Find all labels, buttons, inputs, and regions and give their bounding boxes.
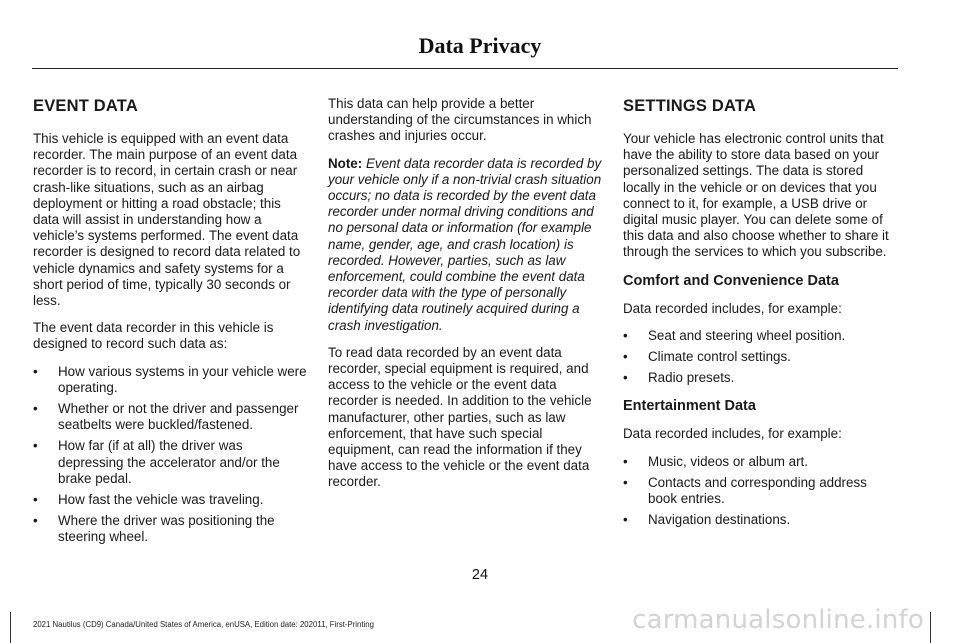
list-item (623, 328, 899, 344)
page-title: Data Privacy (418, 33, 542, 58)
list-item (623, 512, 899, 528)
list-item (33, 438, 309, 487)
column-event-data (33, 96, 309, 557)
sub-heading-comfort: Comfort and Convenience Data (623, 272, 839, 289)
section-heading-settings-data: SETTINGS DATA (623, 97, 757, 115)
paragraph: The event data recorder in this vehicle is designed to record such data as: (33, 320, 274, 352)
edition-footer: 2021 Nautilus (CD9) Canada/United States of America, enUSA, Edition date: 202011, First-Printing (33, 620, 374, 629)
bullet-icon: • (33, 438, 38, 454)
bullet-icon: • (33, 513, 38, 529)
paragraph: This data can help provide a better understanding of the circumstances in which crashes and injuries occur. (328, 96, 592, 144)
paragraph: Data recorded includes, for example: (623, 300, 842, 316)
list-item-text: How fast the vehicle was traveling. (58, 492, 264, 508)
bullet-list (623, 454, 899, 529)
list-item-text: Where the driver was positioning the steering wheel. (58, 513, 275, 545)
list-item (33, 513, 309, 545)
bullet-icon: • (623, 349, 628, 365)
list-item-text: Radio presets. (648, 370, 735, 386)
sub-heading-entertainment: Entertainment Data (623, 398, 756, 415)
page-number: 24 (471, 567, 489, 583)
header-divider (32, 68, 898, 69)
crop-mark-left (10, 612, 11, 643)
list-item-text: Whether or not the driver and passenger seatbelts were buckled/fastened. (58, 401, 299, 433)
note-paragraph (328, 156, 602, 334)
paragraph: Data recorded includes, for example: (623, 426, 842, 442)
note-text: Event data recorder data is recorded by your vehicle only if a non-trivial crash situation occurs; no data is recorded by the event data recorder under normal driving conditions and no personal data or information (for example name, gender, age, and crash location) is recorded. However, parties, such as law enforcement, could combine the event data recorder data with the type of personally identifying data routinely acquired during a crash investigation. (328, 155, 602, 333)
bullet-list (33, 364, 309, 546)
list-item-text: Music, videos or album art. (648, 453, 809, 469)
column-event-data-continued (328, 96, 602, 502)
list-item (33, 492, 309, 508)
section-heading-event-data: EVENT DATA (33, 97, 138, 115)
bullet-icon: • (623, 327, 628, 343)
list-item (623, 370, 899, 386)
bullet-icon: • (623, 512, 628, 528)
column-settings-data (623, 96, 899, 539)
list-item (623, 454, 899, 470)
list-item-text: How various systems in your vehicle were operating. (58, 363, 307, 395)
note-label: Note: (328, 155, 363, 171)
list-item-text: Contacts and corresponding address book entries. (648, 474, 867, 507)
list-item-text: Seat and steering wheel position. (648, 327, 846, 343)
paragraph: This vehicle is equipped with an event data recorder. The main purpose of an event data recorder is to record, in certain crash or near crash-like situations, such as an airbag deployment or hitting a road obstacle; this data will assist in understanding how a vehicle’s systems performed. The event data recorder is designed to record data related to vehicle dynamics and safety systems for a short period of time, typically 30 seconds or less. (33, 131, 301, 309)
crop-mark-right (930, 612, 931, 643)
bullet-icon: • (623, 370, 628, 386)
bullet-icon: • (33, 492, 38, 508)
bullet-icon: • (33, 363, 38, 379)
list-item (623, 475, 899, 507)
list-item-text: Climate control settings. (648, 349, 791, 365)
bullet-icon: • (623, 453, 628, 469)
bullet-icon: • (33, 401, 38, 417)
bullet-icon: • (623, 474, 628, 490)
list-item (33, 364, 309, 396)
bullet-list (623, 328, 899, 387)
list-item-text: How far (if at all) the driver was depressing the accelerator and/or the brake pedal. (58, 438, 280, 486)
list-item (33, 401, 309, 433)
list-item-text: Navigation destinations. (648, 512, 791, 528)
list-item (623, 349, 899, 365)
watermark: carmanualsonline.info (632, 605, 924, 635)
paragraph: Your vehicle has electronic control units that have the ability to store data based on your personalized settings. The data is stored locally in the vehicle or on devices that you connect to it, for example, a USB drive or digital music player. You can delete some of this data and also choose whether to share it through the services to which you subscribe. (623, 131, 889, 260)
paragraph: To read data recorded by an event data recorder, special equipment is required, and access to the vehicle or the event data recorder is needed. In addition to the vehicle manufacturer, other parties, such as law enforcement, that have such special equipment, can read the information if they have access to the vehicle or the event data recorder. (328, 344, 592, 490)
